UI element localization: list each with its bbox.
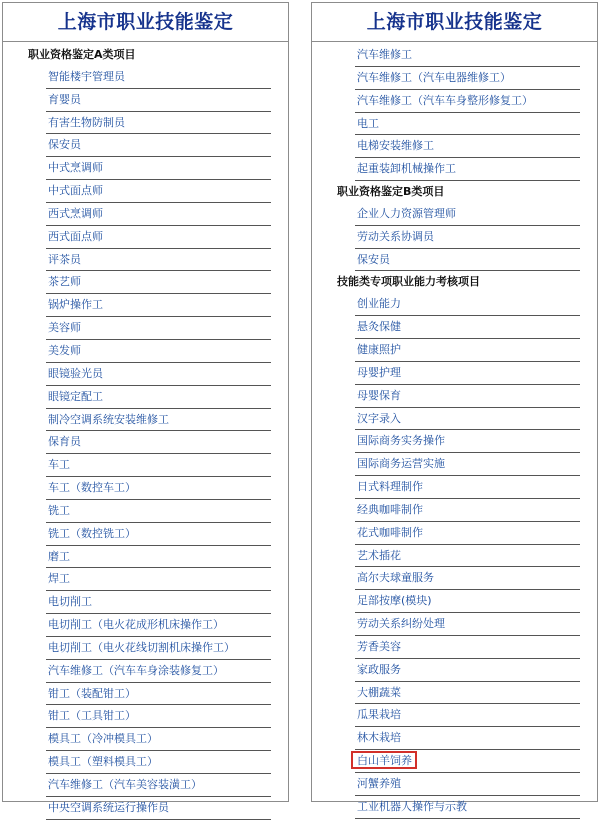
list-item: 国际商务运营实施 <box>355 453 580 476</box>
list-item: 劳动关系纠纷处理 <box>355 613 580 636</box>
left-rows <box>3 42 288 820</box>
list-item: 焊工 <box>46 568 271 591</box>
highlighted-list-item: 白山羊饲养 <box>355 750 580 773</box>
list-item: 车工（数控车工） <box>46 477 271 500</box>
list-item: 电切削工（电火花成形机床操作工） <box>46 614 271 637</box>
list-item: 汽车维修工 <box>355 44 580 67</box>
list-item: 电工 <box>355 113 580 136</box>
list-item: 保安员 <box>355 249 580 272</box>
list-item: 茶艺师 <box>46 271 271 294</box>
list-item: 模具工（冷冲模具工） <box>46 728 271 751</box>
list-item: 磨工 <box>46 546 271 569</box>
list-item: 钳工（装配钳工） <box>46 683 271 706</box>
list-item: 汉字录入 <box>355 408 580 431</box>
list-item: 国际商务实务操作 <box>355 430 580 453</box>
list-item: 创业能力 <box>355 293 580 316</box>
list-item: 母婴保育 <box>355 385 580 408</box>
list-item: 电切削工（电火花线切割机床操作工） <box>46 637 271 660</box>
list-item: 眼镜定配工 <box>46 386 271 409</box>
list-item: 美容师 <box>46 317 271 340</box>
left-column <box>2 2 289 814</box>
list-item: 汽车维修工（汽车电器维修工） <box>355 67 580 90</box>
list-item: 经典咖啡制作 <box>355 499 580 522</box>
list-item: 西式烹调师 <box>46 203 271 226</box>
list-item: 足部按摩(模块) <box>355 590 580 613</box>
right-rows <box>312 42 597 819</box>
list-item: 河蟹养殖 <box>355 773 580 796</box>
left-header: 上海市职业技能鉴定 <box>3 3 288 42</box>
list-item: 母婴护理 <box>355 362 580 385</box>
right-header: 上海市职业技能鉴定 <box>312 3 597 42</box>
list-item: 健康照护 <box>355 339 580 362</box>
list-item: 芳香美容 <box>355 636 580 659</box>
list-item: 家政服务 <box>355 659 580 682</box>
section-heading: 技能类专项职业能力考核项目 <box>337 275 480 289</box>
list-item: 悬灸保健 <box>355 316 580 339</box>
list-item: 模具工（塑料模具工） <box>46 751 271 774</box>
list-item: 电梯安装维修工 <box>355 135 580 158</box>
section-heading: 职业资格鉴定A类项目 <box>28 48 136 61</box>
list-item: 瓜果栽培 <box>355 704 580 727</box>
list-item: 育婴员 <box>46 89 271 112</box>
list-item: 中央空调系统运行操作员 <box>46 797 271 820</box>
list-item: 汽车维修工（汽车车身涂装修复工） <box>46 660 271 683</box>
list-item: 中式面点师 <box>46 180 271 203</box>
list-item: 车工 <box>46 454 271 477</box>
list-item: 制冷空调系统安装维修工 <box>46 409 271 432</box>
list-item: 艺术插花 <box>355 545 580 568</box>
list-item: 美发师 <box>46 340 271 363</box>
list-item: 起重装卸机械操作工 <box>355 158 580 181</box>
list-item: 日式料理制作 <box>355 476 580 499</box>
right-column <box>311 2 598 813</box>
list-item: 高尔夫球童服务 <box>355 567 580 590</box>
list-item: 锅炉操作工 <box>46 294 271 317</box>
list-item: 评茶员 <box>46 249 271 272</box>
list-item: 电切削工 <box>46 591 271 614</box>
list-item: 眼镜验光员 <box>46 363 271 386</box>
list-item: 中式烹调师 <box>46 157 271 180</box>
list-item: 铣工 <box>46 500 271 523</box>
list-item: 大棚蔬菜 <box>355 682 580 705</box>
list-item: 汽车维修工（汽车车身整形修复工） <box>355 90 580 113</box>
list-item: 工业机器人操作与示教 <box>355 796 580 819</box>
list-item: 西式面点师 <box>46 226 271 249</box>
list-item: 保安员 <box>46 134 271 157</box>
list-item: 铣工（数控铣工） <box>46 523 271 546</box>
list-item: 劳动关系协调员 <box>355 226 580 249</box>
list-item: 智能楼宇管理员 <box>46 66 271 89</box>
list-item: 企业人力资源管理师 <box>355 203 580 226</box>
section-heading: 职业资格鉴定B类项目 <box>337 185 445 199</box>
list-item: 保育员 <box>46 431 271 454</box>
list-item: 林木栽培 <box>355 727 580 750</box>
list-item: 花式咖啡制作 <box>355 522 580 545</box>
list-item: 汽车维修工（汽车美容装潢工） <box>46 774 271 797</box>
list-item: 有害生物防制员 <box>46 112 271 135</box>
list-item: 钳工（工具钳工） <box>46 705 271 728</box>
